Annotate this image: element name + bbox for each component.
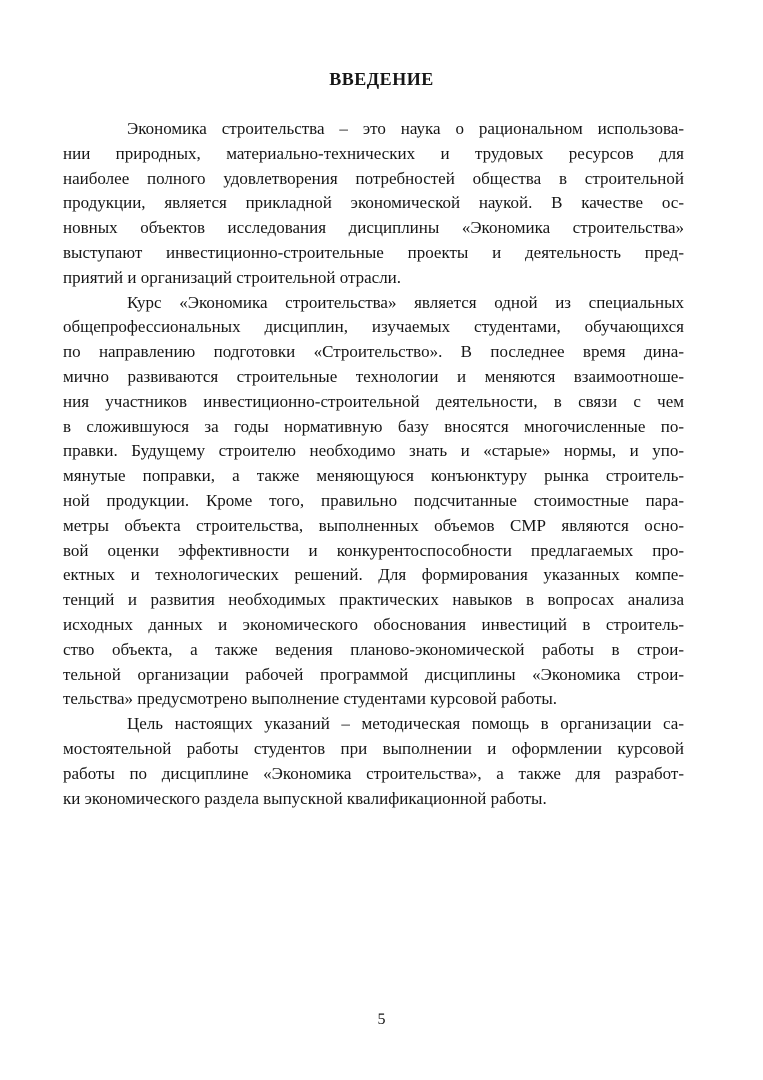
text-line: вой оценки эффективности и конкурентоспособности предлагаемых про- [63, 540, 684, 560]
text-line: мично развиваются строительные технологии и меняются взаимоотноше- [63, 366, 684, 386]
paragraph [63, 117, 684, 291]
text-line: приятий и организаций строительной отрасли. [63, 267, 402, 287]
text-line: Цель настоящих указаний – методическая помощь в организации са- [127, 714, 684, 734]
text-line: тенций и развития необходимых практических навыков в вопросах анализа [63, 590, 684, 610]
body-text [63, 117, 684, 811]
text-line: по направлению подготовки «Строительство». В последнее время дина- [63, 342, 684, 362]
paragraph [63, 712, 684, 811]
text-line: наиболее полного удовлетворения потребностей общества в строительной [63, 168, 684, 188]
text-line: выступают инвестиционно-строительные проекты и деятельность пред- [63, 242, 684, 262]
text-line: в сложившуюся за годы нормативную базу вносятся многочисленные по- [63, 416, 684, 436]
text-line: общепрофессиональных дисциплин, изучаемых студентами, обучающихся [63, 317, 684, 337]
text-line: исходных данных и экономического обоснования инвестиций в строитель- [63, 614, 684, 634]
text-line: ство объекта, а также ведения планово-экономической работы в строи- [63, 639, 684, 659]
text-line: Курс «Экономика строительства» является одной из специальных [127, 292, 684, 312]
text-line: нии природных, материально-технических и трудовых ресурсов для [63, 143, 684, 163]
text-line: метры объекта строительства, выполненных объемов СМР являются осно- [63, 515, 684, 535]
text-line: правки. Будущему строителю необходимо знать и «старые» нормы, и упо- [63, 441, 684, 461]
text-line: тельной организации рабочей программой дисциплины «Экономика строи- [63, 664, 684, 684]
text-line: новных объектов исследования дисциплины «Экономика строительства» [63, 218, 684, 238]
page-number: 5 [377, 1011, 386, 1028]
text-line: продукции, является прикладной экономической наукой. В качестве ос- [63, 193, 684, 213]
page-title: ВВЕДЕНИЕ [329, 69, 434, 89]
text-line: ки экономического раздела выпускной квалификационной работы. [63, 788, 547, 808]
text-line: ектных и технологических решений. Для формирования указанных компе- [63, 565, 684, 585]
text-line: мостоятельной работы студентов при выполнении и оформлении курсовой [63, 738, 684, 758]
paragraph [63, 291, 684, 713]
text-line: тельства» предусмотрено выполнение студентами курсовой работы. [63, 689, 558, 709]
text-line: работы по дисциплине «Экономика строительства», а также для разработ- [63, 763, 684, 783]
text-line: Экономика строительства – это наука о рациональном использова- [127, 119, 684, 138]
text-line: ной продукции. Кроме того, правильно подсчитанные стоимостные пара- [63, 490, 684, 510]
text-line: мянутые поправки, а также меняющуюся конъюнктуру рынка строитель- [63, 466, 684, 486]
text-line: ния участников инвестиционно-строительной деятельности, в связи с чем [63, 391, 684, 411]
